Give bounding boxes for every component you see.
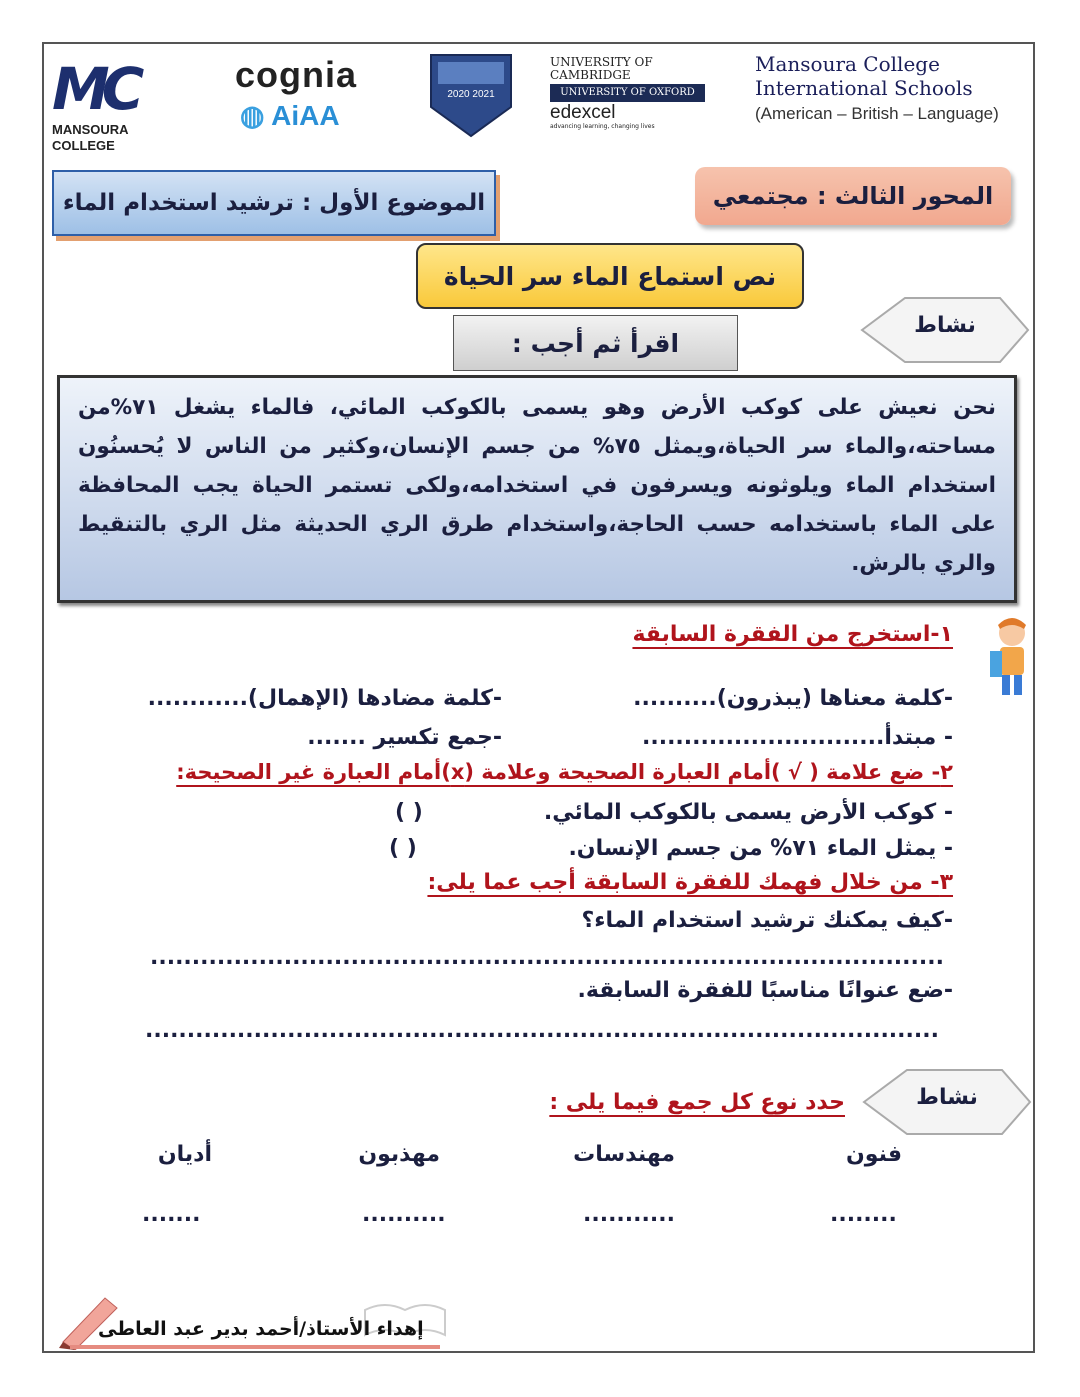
activity-badge-2 xyxy=(862,1067,1032,1137)
q3-answer-line-1[interactable]: ............................................................................................... xyxy=(150,945,944,970)
plural-blank-1[interactable]: ........ xyxy=(830,1202,897,1227)
cognia-logo: cognia xyxy=(235,54,358,95)
q3-question-1: -كيف يمكنك ترشيد استخدام الماء؟ xyxy=(581,908,953,933)
q3-question-2: -ضع عنوانًا مناسبًا للفقرة السابقة. xyxy=(577,978,953,1003)
plural-word-3: مهذبون xyxy=(358,1142,440,1167)
mc-monogram: MC xyxy=(52,55,137,123)
cambridge-oxford-edexcel-logos xyxy=(550,56,705,131)
plural-word-1: فنون xyxy=(846,1142,902,1167)
globe-icon: ◍ xyxy=(240,100,272,131)
mansoura-college-logo xyxy=(52,55,192,153)
reading-passage-box xyxy=(57,375,1017,603)
instruction-label: اقرأ ثم أجب : xyxy=(453,315,738,371)
footer-divider xyxy=(70,1345,440,1349)
lesson-title: نص استماع الماء سر الحياة xyxy=(416,243,804,309)
q1-item-subject: - مبتدأ............................. xyxy=(642,725,953,750)
school-name-line2: International Schools xyxy=(755,76,973,100)
activity-label-2: نشاط xyxy=(916,1085,978,1110)
plural-blank-3[interactable]: .......... xyxy=(362,1202,446,1227)
q1-item-broken-plural: -جمع تكسير ....... xyxy=(307,725,502,750)
axis-title: المحور الثالث : مجتمعي xyxy=(695,167,1011,225)
q2-answer-box-2[interactable]: ( ) xyxy=(389,836,417,861)
boy-reading-icon xyxy=(988,615,1033,697)
microsoft-schools-badge xyxy=(428,52,514,138)
q3-heading: ٣- من خلال فهمك للفقرة السابقة أجب عما يلى: xyxy=(427,870,953,895)
q1-item-antonym: -كلمة مضادها (الإهمال)............ xyxy=(147,686,502,711)
q2-statement-2: - يمثل الماء ٧١% من جسم الإنسان. xyxy=(568,836,953,861)
q1-item-synonym: -كلمة معناها (يبذرون).......... xyxy=(633,686,953,711)
school-name-line3: (American – British – Language) xyxy=(755,104,999,123)
cambridge-logo: UNIVERSITY OF CAMBRIDGE xyxy=(550,55,653,82)
activity2-heading: حدد نوع كل جمع فيما يلى : xyxy=(549,1090,845,1115)
badge-years: 2020 2021 xyxy=(447,89,495,100)
edexcel-logo: edexcel xyxy=(550,102,616,123)
plural-word-4: أديان xyxy=(157,1142,212,1167)
aiaa-logo xyxy=(240,100,340,132)
reading-passage: نحن نعيش على كوكب الأرض وهو يسمى بالكوكب المائي، فالماء يشغل ٧١%من مساحته،والماء سر الحياة،ويمثل ٧٥% من جسم الإنسان،وكثير من الناس لا يُحسنُون استخدام الماء ويلوثونه ويسرفون في استخدامه،ولكى تستمر الحياة يجب المحافظة على الماء باستخدامه حسب الحاجة،واستخدام طرق الري الحديثة مثل الري بالتنقيط والري بالرش. xyxy=(78,395,996,576)
school-name-line1: Mansoura College xyxy=(755,52,940,76)
topic-title: الموضوع الأول : ترشيد استخدام الماء xyxy=(52,170,496,236)
q1-heading: ١-استخرج من الفقرة السابقة xyxy=(632,622,953,647)
edexcel-tagline: advancing learning, changing lives xyxy=(550,123,655,130)
school-name xyxy=(755,52,999,126)
aiaa-logo-text: AiAA xyxy=(271,100,340,131)
activity-label: نشاط xyxy=(914,313,976,338)
q2-heading: ٢- ضع علامة ( √ )أمام العبارة الصحيحة وعلامة (x)أمام العبارة غير الصحيحة: xyxy=(176,760,953,784)
plural-blank-2[interactable]: ........... xyxy=(583,1202,675,1227)
q3-answer-line-2[interactable]: ............................................................................................... xyxy=(145,1018,939,1043)
dedication: إهداء الأستاذ/أحمد بدير عبد العاطى xyxy=(98,1318,424,1340)
mansoura-college-logo-text: MANSOURA COLLEGE xyxy=(52,122,129,153)
plural-blank-4[interactable]: ....... xyxy=(142,1202,201,1227)
plural-word-2: مهندسات xyxy=(573,1142,675,1167)
activity-badge-1 xyxy=(860,295,1030,365)
q2-statement-1: - كوكب الأرض يسمى بالكوكب المائي. xyxy=(543,800,953,825)
oxford-logo: UNIVERSITY OF OXFORD xyxy=(550,84,705,102)
q2-answer-box-1[interactable]: ( ) xyxy=(395,800,423,825)
